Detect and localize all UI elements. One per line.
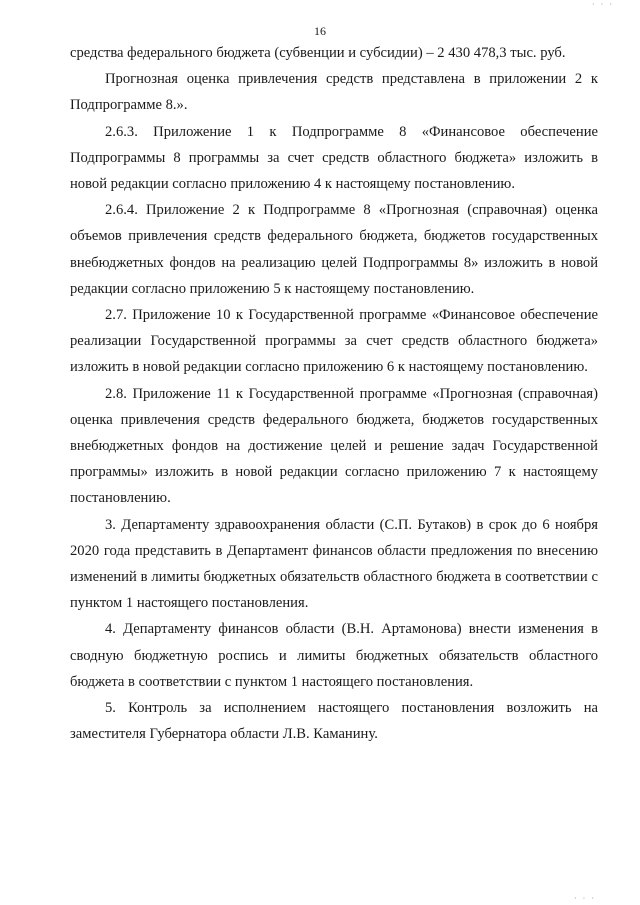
scan-artifact-top: · · ·	[592, 0, 614, 9]
paragraph-item-2-6-3: 2.6.3. Приложение 1 к Подпрограмме 8 «Финансовое обеспечение Подпрограммы 8 программы за счет средств областного бюджета» изложить в новой редакции согласно приложению 4 к настоящему постановлению.	[70, 123, 598, 193]
paragraph-item-4: 4. Департаменту финансов области (В.Н. Артамонова) внести изменения в сводную бюджетную роспись и лимиты бюджетных обязательств областного бюджета в соответствии с пунктом 1 настоящего постановления.	[70, 621, 598, 690]
paragraph-item-5: 5. Контроль за исполнением настоящего постановления возложить на заместителя Губернатора области Л.В. Каманину.	[70, 700, 598, 743]
scan-artifact-bottom: · · ·	[574, 894, 596, 903]
paragraph-item-2-8: 2.8. Приложение 11 к Государственной программе «Прогнозная (справочная) оценка привлечения средств федерального бюджета, бюджетов государственных внебюджетных фондов на достижение целей и решение задач Государственной программы» изложить в новой редакции согласно приложению 7 к настоящему постановлению.	[70, 385, 598, 507]
paragraph-item-2-7: 2.7. Приложение 10 к Государственной программе «Финансовое обеспечение реализации Государственной программы за счет средств областного бюджета» изложить в новой редакции согласно приложению 6 к настоящему постановлению.	[70, 307, 598, 376]
paragraph-continued-funding: средства федерального бюджета (субвенции и субсидии) – 2 430 478,3 тыс. руб.	[70, 45, 566, 61]
document-body	[70, 40, 598, 747]
page-number: 16	[314, 24, 326, 38]
paragraph-item-2-6-4: 2.6.4. Приложение 2 к Подпрограмме 8 «Прогнозная (справочная) оценка объемов привлечения средств федерального бюджета, бюджетов государственных внебюджетных фондов на реализацию целей Подпрограммы 8» изложить в новой редакции согласно приложению 5 к настоящему постановлению.	[70, 202, 598, 297]
paragraph-forecast-note: Прогнозная оценка привлечения средств представлена в приложении 2 к Подпрограмме 8.».	[70, 71, 598, 114]
paragraph-item-3: 3. Департаменту здравоохранения области (С.П. Бутаков) в срок до 6 ноября 2020 года представить в Департамент финансов области предложения по внесению изменений в лимиты бюджетных обязательств областного бюджета в соответствии с пунктом 1 настоящего постановления.	[70, 516, 598, 612]
